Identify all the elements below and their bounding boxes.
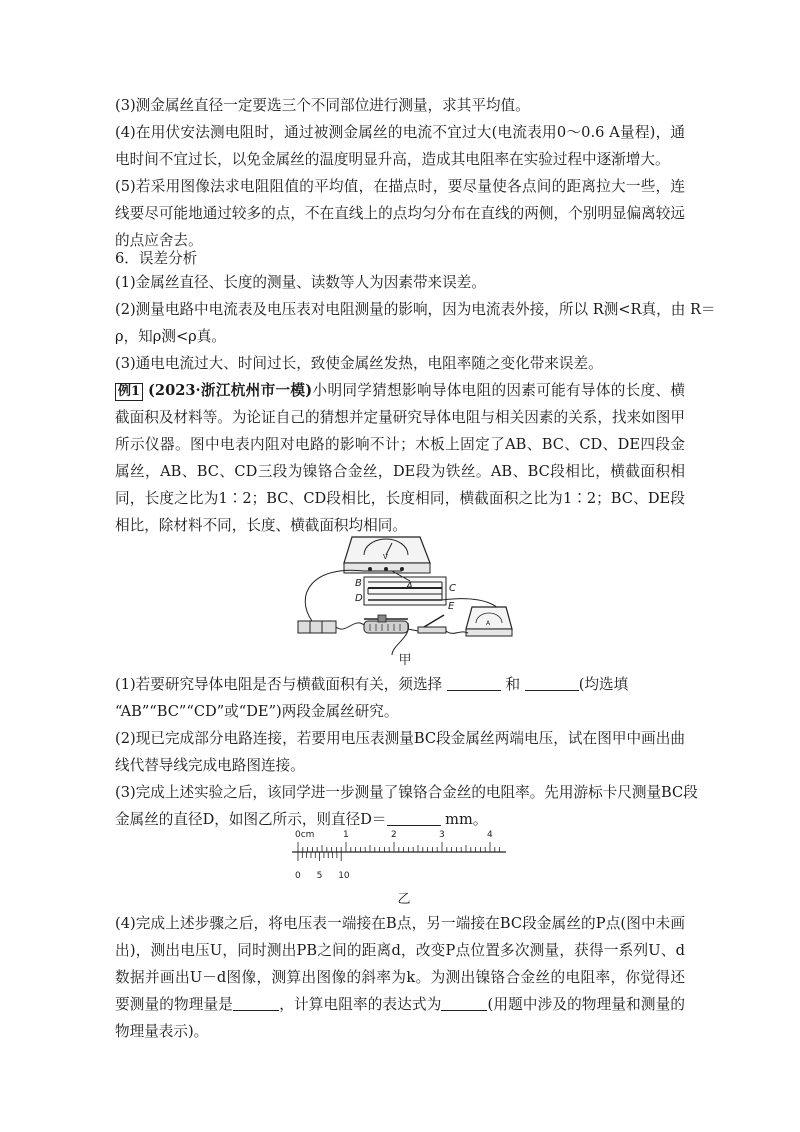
note-5: (5)若采用图像法求电阻阻值的平均值，在描点时，要尽量使各点间的距离拉大一些，连线要尽可能地通过较多的点，不在直线上的点均匀分布在直线的两侧，个别明显偏离较远的点应舍去。 xyxy=(115,178,685,249)
vernier-scale-label: 0 xyxy=(295,871,301,881)
question-3-text: 金属丝的直径D，如图乙所示，则直径D＝ xyxy=(115,811,387,828)
section-title-error-analysis: 6．误差分析 xyxy=(115,250,198,267)
answer-blank-4b[interactable] xyxy=(441,996,487,1011)
question-1-and: 和 xyxy=(505,676,521,693)
example-tag: 例1 xyxy=(115,383,143,401)
figure-caption-jia: 甲 xyxy=(398,653,412,668)
error-2-line2: ρ，知ρ测<ρ真。 xyxy=(115,328,226,345)
label-A: A xyxy=(406,581,413,592)
example-source: (2023·浙江杭州市一模) xyxy=(148,382,313,399)
battery-icon xyxy=(298,621,336,633)
switch-icon xyxy=(418,615,446,633)
answer-blank-3[interactable] xyxy=(387,811,441,826)
question-3-unit: mm。 xyxy=(445,811,488,828)
label-E: E xyxy=(448,601,455,612)
error-3: (3)通电电流过大、时间过长，致使金属丝发热，电阻率随之变化带来误差。 xyxy=(115,355,603,372)
answer-blank-1a[interactable] xyxy=(447,676,501,691)
rheostat-icon xyxy=(364,615,408,633)
vernier-scale-label: 10 xyxy=(338,871,350,881)
note-3: (3)测金属丝直径一定要选三个不同部位进行测量，求其平均值。 xyxy=(115,97,530,114)
question-4-end: (用题中涉及的物理量和测量的物理量表示)。 xyxy=(115,996,685,1040)
question-1-line1 xyxy=(115,671,628,698)
label-C: C xyxy=(449,583,456,594)
ammeter-icon xyxy=(466,607,512,636)
question-1-text: (1)若要研究导体电阻是否与横截面积有关，须选择 xyxy=(115,676,443,693)
svg-text:A: A xyxy=(486,620,491,627)
main-scale-label: 0cm xyxy=(295,830,315,840)
circuit-figure xyxy=(292,525,518,665)
svg-text:V: V xyxy=(383,553,388,561)
vernier-caliper-figure xyxy=(288,828,512,884)
error-2-line1: (2)测量电路中电流表及电压表对电阻测量的影响，因为电流表外接，所以 R测<R真，由 R＝ xyxy=(115,301,716,318)
question-4-text: (4)完成上述步骤之后，将电压表一端接在B点，另一端接在BC段金属丝的P点(图中未画出)，测出电压U，同时测出PB之间的距离d，改变P点位置多次测量，获得一系列U、d数据并画出U－d图像，测算出图像的斜率为k。为测出镍铬合金丝的电阻率，你觉得还要测量的物理量是 xyxy=(115,915,685,1013)
main-scale-label: 4 xyxy=(487,830,493,840)
answer-blank-4a[interactable] xyxy=(233,996,279,1011)
answer-blank-1b[interactable] xyxy=(525,676,579,691)
vernier-scale-label: 5 xyxy=(316,871,323,881)
label-D: D xyxy=(355,593,363,604)
example-1 xyxy=(115,377,685,539)
question-2: (2)现已完成部分电路连接，若要用电压表测量BC段金属丝两端电压，试在图甲中画出曲线代替导线完成电路图连接。 xyxy=(115,730,685,774)
main-scale-label: 3 xyxy=(439,830,445,840)
example-text: 小明同学猜想影响导体电阻的因素可能有导体的长度、横截面积及材料等。为论证自己的猜想并定量研究导体电阻与相关因素的关系，找来如图甲所示仪器。图中电表内阻对电路的影响不计；木板上固定了AB、BC、CD、DE四段金属丝，AB、BC、CD三段为镍铬合金丝，DE段为铁丝。AB、BC段相比，横截面积相同，长度之比为1∶2；BC、CD段相比，长度相同，横截面积之比为1∶2；BC、DE段相比，除材料不同，长度、横截面积均相同。 xyxy=(115,382,685,534)
note-4: (4)在用伏安法测电阻时，通过被测金属丝的电流不宜过大(电流表用0～0.6 A量程)，通电时间不宜过长，以免金属丝的温度明显升高，造成其电阻率在实验过程中逐渐增大。 xyxy=(115,124,685,168)
question-4-mid: ，计算电阻率的表达式为 xyxy=(279,996,442,1013)
question-3-line1: (3)完成上述实验之后，该同学进一步测量了镍铬合金丝的电阻率。先用游标卡尺测量BC段 xyxy=(115,784,698,801)
main-scale-label: 1 xyxy=(343,830,349,840)
question-1-note: (均选填 xyxy=(578,676,629,693)
main-scale-label: 2 xyxy=(391,830,397,840)
error-1: (1)金属丝直径、长度的测量、读数等人为因素带来误差。 xyxy=(115,274,486,291)
figure-caption-yi: 乙 xyxy=(397,892,411,907)
wire-board xyxy=(364,577,446,605)
voltmeter-icon xyxy=(344,537,430,573)
question-1-line2: “AB”“BC”“CD”或“DE”)两段金属丝研究。 xyxy=(115,703,399,720)
question-4 xyxy=(115,910,685,1045)
label-B: B xyxy=(355,578,362,589)
